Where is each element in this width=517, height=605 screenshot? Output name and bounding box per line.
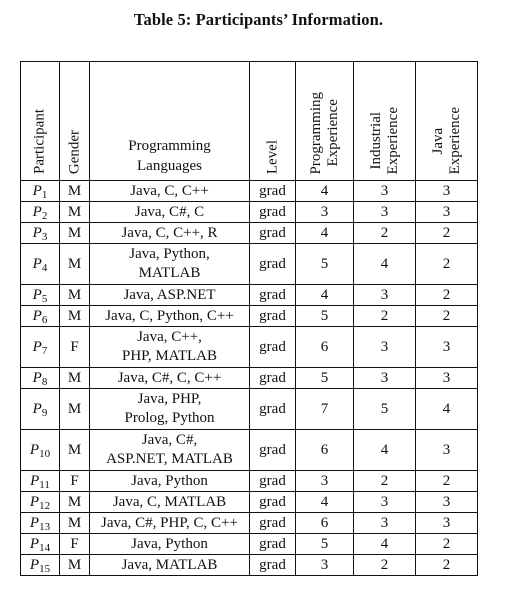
participant-letter: P [29, 515, 40, 531]
participant-id [21, 202, 60, 223]
header-row [21, 62, 478, 181]
header-java-experience: Java Experience [416, 62, 478, 181]
languages-cell [90, 202, 250, 223]
table-row [21, 471, 478, 492]
java-experience-cell: 3 [416, 430, 478, 471]
participant-number: 7 [41, 345, 48, 357]
languages-cell [90, 244, 250, 285]
table-row [21, 368, 478, 389]
participant-letter: P [29, 442, 40, 458]
languages-line: MATLAB [138, 265, 201, 281]
industrial-experience-cell: 4 [354, 534, 416, 555]
table-body [21, 181, 478, 576]
participant-number: 12 [39, 500, 51, 512]
level-cell: grad [250, 223, 296, 244]
level-cell: grad [250, 285, 296, 306]
table-caption: Table 5: Participants’ Information. [133, 10, 384, 29]
participant-id [21, 430, 60, 471]
programming-experience-cell: 4 [296, 223, 354, 244]
languages-line: Java, C, C++ [130, 182, 209, 199]
java-experience-cell: 2 [416, 555, 478, 576]
gender-cell: M [60, 244, 90, 285]
header-level: Level [250, 62, 296, 181]
participant-letter: P [32, 339, 42, 355]
languages-line: Java, Python [131, 535, 208, 552]
participant-letter: P [29, 536, 40, 552]
java-experience-cell: 2 [416, 534, 478, 555]
participant-id [21, 471, 60, 492]
languages-cell [90, 513, 250, 534]
table-row [21, 285, 478, 306]
participants-table [20, 61, 478, 576]
level-cell: grad [250, 555, 296, 576]
table-row [21, 492, 478, 513]
programming-experience-cell: 4 [296, 492, 354, 513]
participant-letter: P [32, 225, 42, 241]
table-row [21, 223, 478, 244]
table-row [21, 306, 478, 327]
languages-cell [90, 306, 250, 327]
java-experience-cell: 2 [416, 306, 478, 327]
gender-cell: M [60, 181, 90, 202]
table-row [21, 430, 478, 471]
participant-letter: P [29, 557, 40, 573]
participant-number: 15 [39, 563, 51, 575]
participant-number: 13 [39, 521, 51, 533]
level-cell: grad [250, 389, 296, 430]
languages-line: Java, ASP.NET [123, 286, 216, 303]
java-experience-cell: 3 [416, 327, 478, 368]
participant-number: 6 [41, 314, 48, 326]
languages-line: Java, PHP, [137, 391, 202, 407]
languages-cell [90, 471, 250, 492]
languages-line: Java, C#, C, C++ [117, 369, 222, 386]
participant-letter: P [29, 494, 40, 510]
gender-cell: F [60, 327, 90, 368]
programming-experience-cell: 6 [296, 327, 354, 368]
languages-cell [90, 327, 250, 368]
participant-number: 5 [41, 293, 48, 305]
industrial-experience-cell: 3 [354, 181, 416, 202]
table-row [21, 389, 478, 430]
participant-letter: P [32, 287, 42, 303]
languages-line: PHP, MATLAB [121, 348, 218, 364]
participant-id [21, 306, 60, 327]
participant-letter: P [32, 401, 42, 417]
industrial-experience-cell: 3 [354, 368, 416, 389]
java-experience-cell: 3 [416, 181, 478, 202]
industrial-experience-cell: 3 [354, 513, 416, 534]
participant-letter: P [32, 183, 42, 199]
languages-cell [90, 555, 250, 576]
industrial-experience-cell: 3 [354, 285, 416, 306]
programming-experience-cell: 4 [296, 181, 354, 202]
header-gender: Gender [60, 62, 90, 181]
industrial-experience-cell: 3 [354, 202, 416, 223]
languages-line: Java, MATLAB [121, 556, 218, 573]
programming-experience-cell: 6 [296, 430, 354, 471]
industrial-experience-cell: 3 [354, 492, 416, 513]
gender-cell: F [60, 534, 90, 555]
programming-experience-cell: 5 [296, 368, 354, 389]
languages-line: Java, C#, PHP, C, C++ [101, 514, 238, 531]
languages-cell [90, 389, 250, 430]
level-cell: grad [250, 327, 296, 368]
table-row [21, 555, 478, 576]
participant-id [21, 181, 60, 202]
level-cell: grad [250, 534, 296, 555]
gender-cell: M [60, 285, 90, 306]
java-experience-cell: 3 [416, 368, 478, 389]
level-cell: grad [250, 471, 296, 492]
languages-cell [90, 430, 250, 471]
java-experience-cell: 3 [416, 513, 478, 534]
participant-number: 3 [41, 231, 48, 243]
level-cell: grad [250, 181, 296, 202]
languages-cell [90, 492, 250, 513]
table-row [21, 327, 478, 368]
languages-line: Java, Python, [129, 246, 210, 262]
participant-id [21, 368, 60, 389]
header-participant: Participant [21, 62, 60, 181]
industrial-experience-cell: 4 [354, 430, 416, 471]
languages-line: Java, C#, [141, 432, 198, 448]
gender-cell: M [60, 555, 90, 576]
gender-cell: M [60, 223, 90, 244]
java-experience-cell: 2 [416, 244, 478, 285]
participant-number: 9 [41, 407, 48, 419]
level-cell: grad [250, 368, 296, 389]
participant-letter: P [32, 308, 42, 324]
java-experience-cell: 4 [416, 389, 478, 430]
languages-line: Java, C++, [137, 329, 202, 345]
participant-letter: P [30, 473, 40, 489]
programming-experience-cell: 5 [296, 244, 354, 285]
languages-line: Java, C#, C [134, 203, 205, 220]
industrial-experience-cell: 5 [354, 389, 416, 430]
java-experience-cell: 2 [416, 285, 478, 306]
languages-cell [90, 223, 250, 244]
gender-cell: M [60, 368, 90, 389]
participant-id [21, 513, 60, 534]
industrial-experience-cell: 2 [354, 555, 416, 576]
participant-letter: P [32, 370, 42, 386]
java-experience-cell: 2 [416, 471, 478, 492]
languages-line: Prolog, Python [124, 410, 215, 426]
industrial-experience-cell: 3 [354, 327, 416, 368]
level-cell: grad [250, 430, 296, 471]
header-programming-experience: Programming Experience [296, 62, 354, 181]
gender-cell: M [60, 306, 90, 327]
programming-experience-cell: 5 [296, 306, 354, 327]
participant-id [21, 244, 60, 285]
industrial-experience-cell: 2 [354, 471, 416, 492]
industrial-experience-cell: 2 [354, 306, 416, 327]
gender-cell: M [60, 430, 90, 471]
languages-line: Java, C, MATLAB [112, 493, 227, 510]
languages-cell [90, 534, 250, 555]
languages-line: Java, C, C++, R [121, 224, 218, 241]
languages-line: Java, Python [131, 472, 208, 489]
header-programming-languages: Programming Languages [90, 62, 250, 181]
gender-cell: F [60, 471, 90, 492]
participant-number: 1 [41, 189, 48, 201]
table-row [21, 513, 478, 534]
java-experience-cell: 2 [416, 223, 478, 244]
table-row [21, 202, 478, 223]
participant-id [21, 389, 60, 430]
participant-number: 11 [39, 479, 50, 491]
programming-experience-cell: 3 [296, 471, 354, 492]
languages-line: Java, C, Python, C++ [105, 307, 234, 324]
languages-cell [90, 285, 250, 306]
participant-letter: P [32, 204, 42, 220]
gender-cell: M [60, 513, 90, 534]
programming-experience-cell: 7 [296, 389, 354, 430]
table-row [21, 181, 478, 202]
participant-id [21, 327, 60, 368]
table-row [21, 244, 478, 285]
gender-cell: M [60, 202, 90, 223]
level-cell: grad [250, 306, 296, 327]
java-experience-cell: 3 [416, 202, 478, 223]
participant-number: 4 [41, 262, 48, 274]
level-cell: grad [250, 492, 296, 513]
programming-experience-cell: 5 [296, 534, 354, 555]
participant-id [21, 492, 60, 513]
participant-number: 14 [39, 542, 51, 554]
languages-cell [90, 181, 250, 202]
header-industrial-experience: Industrial Experience [354, 62, 416, 181]
participant-letter: P [32, 256, 42, 272]
participant-number: 10 [39, 448, 51, 460]
programming-experience-cell: 3 [296, 555, 354, 576]
table-row [21, 534, 478, 555]
java-experience-cell: 3 [416, 492, 478, 513]
participant-number: 2 [41, 210, 48, 222]
participant-id [21, 285, 60, 306]
industrial-experience-cell: 4 [354, 244, 416, 285]
level-cell: grad [250, 202, 296, 223]
participant-id [21, 534, 60, 555]
level-cell: grad [250, 513, 296, 534]
languages-cell [90, 368, 250, 389]
participant-id [21, 223, 60, 244]
industrial-experience-cell: 2 [354, 223, 416, 244]
gender-cell: M [60, 492, 90, 513]
participant-number: 8 [41, 376, 48, 388]
languages-line: ASP.NET, MATLAB [106, 451, 233, 467]
participant-id [21, 555, 60, 576]
programming-experience-cell: 4 [296, 285, 354, 306]
programming-experience-cell: 6 [296, 513, 354, 534]
programming-experience-cell: 3 [296, 202, 354, 223]
gender-cell: M [60, 389, 90, 430]
level-cell: grad [250, 244, 296, 285]
